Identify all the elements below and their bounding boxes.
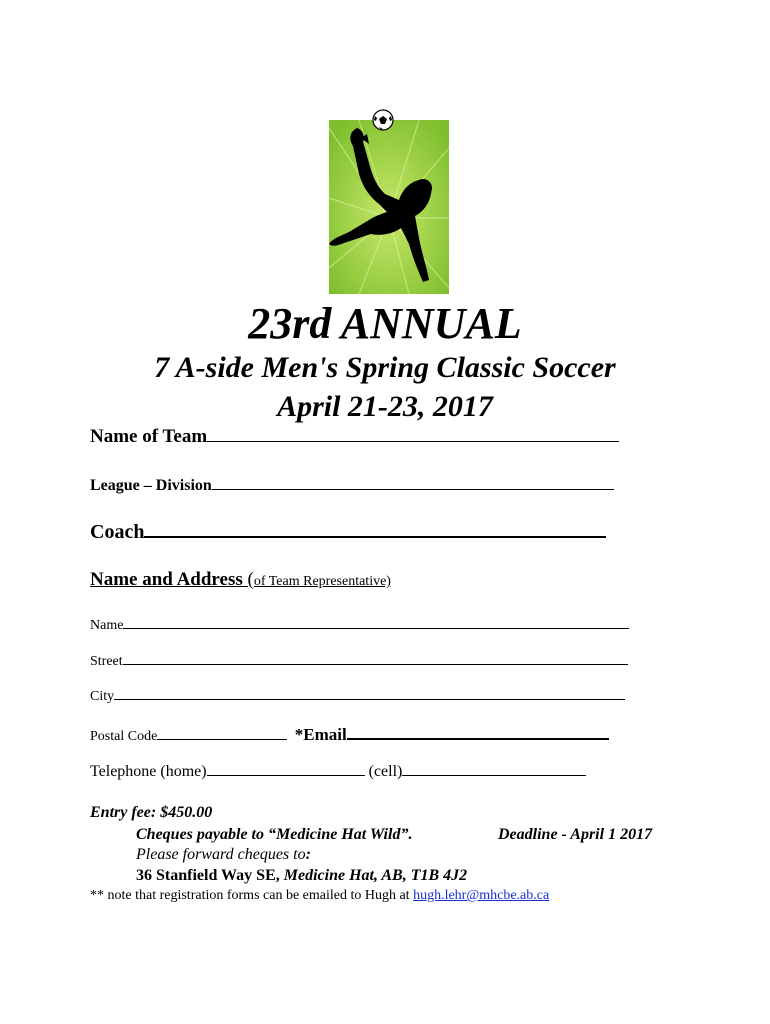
rep-name-row [90, 617, 629, 634]
rep-name-label: Name [90, 618, 124, 633]
rep-heading-note: of Team Representative) [253, 574, 391, 589]
soccer-ball-icon [373, 110, 393, 130]
email-note [90, 888, 549, 904]
team-name-field[interactable] [207, 427, 619, 442]
mailing-address [136, 867, 467, 885]
coach-row [90, 521, 606, 544]
team-name-row [90, 426, 619, 448]
coach-label: Coach [90, 521, 145, 543]
forward-text: Please forward cheques to [136, 846, 306, 863]
phone-row [90, 763, 586, 781]
event-title: 23rd ANNUAL [248, 299, 522, 348]
city-field[interactable] [114, 688, 625, 700]
rep-heading-label: Name and Address [90, 569, 243, 590]
phone-cell-field[interactable] [402, 763, 586, 776]
league-label: League – Division [90, 477, 212, 494]
postal-email-row [90, 725, 609, 745]
street-row [90, 653, 628, 670]
city-label: City [90, 689, 115, 704]
note-prefix: ** note that registration forms can be emailed to Hugh at [90, 888, 414, 903]
soccer-player-logo [319, 108, 459, 296]
event-subtitle: 7 A-side Men's Spring Classic Soccer [154, 351, 616, 384]
email-field[interactable] [347, 726, 609, 740]
postal-label: Postal Code [90, 729, 158, 744]
postal-field[interactable] [157, 728, 287, 740]
league-row [90, 477, 614, 495]
phone-home-label: Telephone (home) [90, 763, 207, 780]
rep-name-field[interactable] [123, 617, 629, 629]
city-row [90, 688, 625, 705]
street-label: Street [90, 654, 123, 669]
contact-email-link[interactable]: hugh.lehr@mhcbe.ab.ca [413, 888, 550, 903]
team-name-label: Name of Team [90, 426, 208, 447]
entry-fee: Entry fee: $450.00 [90, 804, 213, 821]
league-field[interactable] [212, 477, 614, 490]
cheques-payable: Cheques payable to “Medicine Hat Wild”. [136, 826, 413, 843]
forward-colon: : [305, 846, 311, 863]
coach-field[interactable] [144, 522, 606, 538]
street-field[interactable] [123, 653, 628, 665]
deadline: Deadline - April 1 2017 [498, 826, 653, 843]
event-dates: April 21-23, 2017 [277, 390, 493, 423]
phone-home-field[interactable] [207, 763, 365, 776]
address-street: 36 Stanfield Way SE, [136, 867, 284, 884]
email-label: *Email [294, 725, 347, 744]
address-city: Medicine Hat, AB, T1B 4J2 [283, 867, 468, 884]
phone-cell-label: (cell) [368, 763, 403, 780]
rep-heading [90, 569, 391, 591]
forward-cheques [136, 846, 311, 864]
rep-heading-paren: ( [247, 569, 254, 590]
